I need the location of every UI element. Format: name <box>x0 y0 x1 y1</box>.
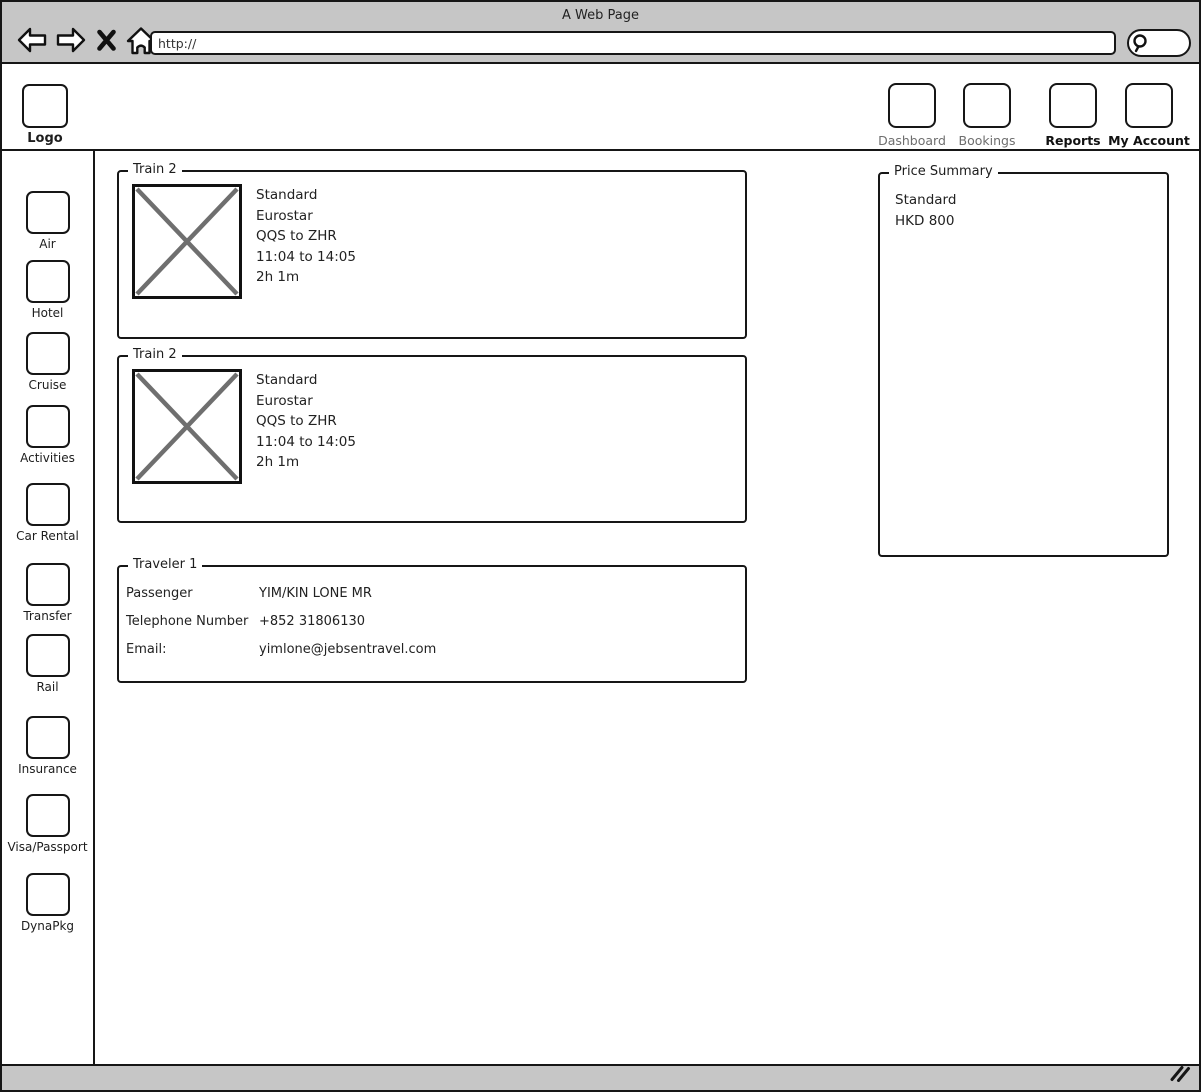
sidebar-item-label: Cruise <box>28 378 67 392</box>
train-segment-panel-1 <box>117 162 747 339</box>
sidebar-item-air[interactable] <box>2 191 93 251</box>
visa-passport-icon <box>26 794 70 837</box>
train-details <box>256 185 356 288</box>
train-image-placeholder <box>132 369 242 484</box>
price-summary-panel <box>878 164 1169 557</box>
train-operator: Eurostar <box>256 392 313 409</box>
nav-item-reports[interactable] <box>1045 83 1101 148</box>
sidebar-item-label: Hotel <box>31 306 64 320</box>
train-operator: Eurostar <box>256 207 313 224</box>
nav-label: My Account <box>1108 133 1190 148</box>
car-rental-icon <box>26 483 70 526</box>
sidebar-item-label: Visa/Passport <box>7 840 88 854</box>
nav-label: Dashboard <box>878 133 946 148</box>
nav-item-my-account[interactable] <box>1108 83 1190 148</box>
sidebar-item-label: Insurance <box>18 762 77 776</box>
browser-chrome <box>2 2 1199 64</box>
train-class: Standard <box>256 187 318 203</box>
forward-arrow-icon <box>56 26 86 57</box>
page-body <box>2 151 1199 1064</box>
sidebar-item-label: Rail <box>36 680 59 694</box>
sidebar-item-activities[interactable] <box>2 405 93 465</box>
url-input[interactable] <box>150 31 1116 55</box>
telephone-value: +852 31806130 <box>259 614 366 629</box>
my-account-icon <box>1125 83 1173 128</box>
sidebar-item-cruise[interactable] <box>2 332 93 392</box>
train-times: 11:04 to 14:05 <box>256 433 356 450</box>
passenger-label: Passenger <box>126 586 193 601</box>
site-header <box>2 66 1199 151</box>
hotel-icon <box>26 260 70 303</box>
rail-icon <box>26 634 70 677</box>
status-bar <box>2 1064 1199 1090</box>
sidebar-item-visa-passport[interactable] <box>2 794 93 854</box>
bookings-icon <box>963 83 1011 128</box>
browser-toolbar <box>17 27 156 56</box>
sidebar-item-label: Activities <box>20 451 75 465</box>
search-magnifier-icon <box>1129 40 1189 59</box>
train-duration: 2h 1m <box>256 269 300 285</box>
cruise-icon <box>26 332 70 375</box>
logo-label: Logo <box>27 131 63 146</box>
train-route: QQS to ZHR <box>256 413 337 429</box>
activities-icon <box>26 405 70 448</box>
logo[interactable] <box>22 84 68 146</box>
nav-label: Reports <box>1045 133 1101 148</box>
sidebar-item-dynapkg[interactable] <box>2 873 93 933</box>
insurance-icon <box>26 716 70 759</box>
price-summary-details <box>895 190 956 232</box>
train-route: QQS to ZHR <box>256 228 337 244</box>
sidebar-item-label: DynaPkg <box>20 919 75 933</box>
panel-title: Traveler 1 <box>128 557 202 572</box>
transfer-icon <box>26 563 70 606</box>
window-title: A Web Page <box>562 8 639 23</box>
dashboard-icon <box>888 83 936 128</box>
resize-handle-icon[interactable] <box>1169 1065 1191 1086</box>
email-value: yimlone@jebsentravel.com <box>259 642 437 657</box>
email-label: Email: <box>126 642 167 657</box>
sidebar-item-hotel[interactable] <box>2 260 93 320</box>
train-class: Standard <box>256 372 318 388</box>
logo-image-box <box>22 84 68 128</box>
train-segment-panel-2 <box>117 347 747 523</box>
nav-label: Bookings <box>958 133 1016 148</box>
dynapkg-icon <box>26 873 70 916</box>
fare-class: Standard <box>895 192 957 208</box>
panel-title: Price Summary <box>889 164 998 179</box>
sidebar-item-transfer[interactable] <box>2 563 93 623</box>
stop-button[interactable] <box>95 27 117 56</box>
train-duration: 2h 1m <box>256 454 300 470</box>
telephone-label: Telephone Number <box>126 614 249 629</box>
train-details <box>256 370 356 473</box>
nav-item-bookings[interactable] <box>958 83 1016 148</box>
panel-title: Train 2 <box>128 347 182 362</box>
reports-icon <box>1049 83 1097 128</box>
sidebar-item-car-rental[interactable] <box>2 483 93 543</box>
sidebar-item-rail[interactable] <box>2 634 93 694</box>
passenger-value: YIM/KIN LONE MR <box>259 586 372 601</box>
search-button[interactable] <box>1127 29 1191 57</box>
traveler-panel <box>117 557 747 683</box>
air-icon <box>26 191 70 234</box>
sidebar <box>2 151 95 1064</box>
train-times: 11:04 to 14:05 <box>256 248 356 265</box>
fare-amount: HKD 800 <box>895 213 955 229</box>
train-image-placeholder <box>132 184 242 299</box>
forward-button[interactable] <box>56 27 86 56</box>
back-arrow-icon <box>17 26 47 57</box>
sidebar-item-label: Car Rental <box>16 529 79 543</box>
stop-x-icon <box>96 27 117 56</box>
sidebar-item-label: Transfer <box>23 609 72 623</box>
nav-item-dashboard[interactable] <box>878 83 946 148</box>
back-button[interactable] <box>17 27 47 56</box>
traveler-details <box>126 585 436 659</box>
panel-title: Train 2 <box>128 162 182 177</box>
sidebar-item-label: Air <box>39 237 56 251</box>
sidebar-item-insurance[interactable] <box>2 716 93 776</box>
